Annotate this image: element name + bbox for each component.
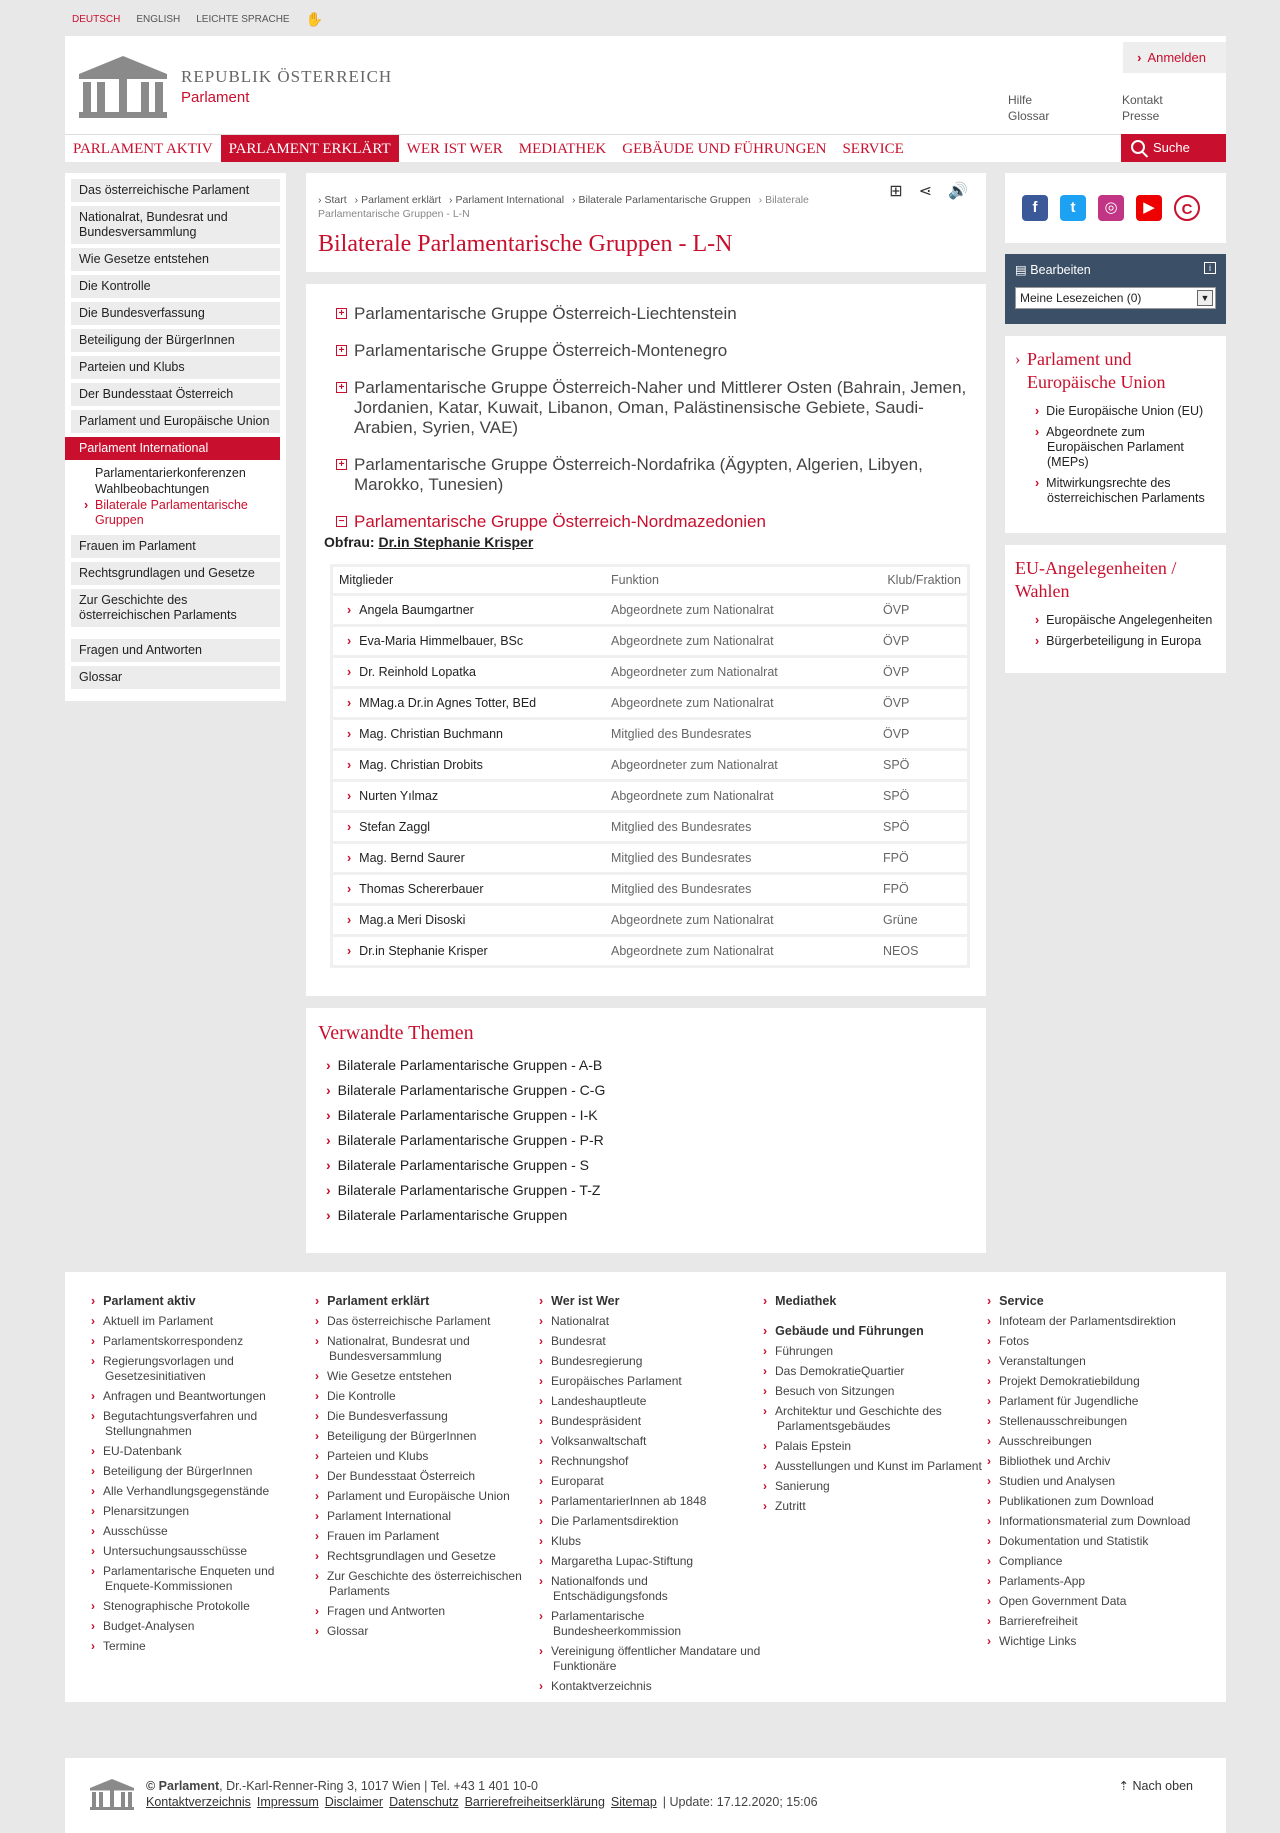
member-function: Abgeordneter zum Nationalrat <box>611 758 778 772</box>
member-club: ÖVP <box>883 603 910 617</box>
member-name[interactable]: › Angela Baumgartner <box>347 603 611 617</box>
footer-link[interactable]: › ParlamentarierInnen ab 1848 <box>539 1494 763 1509</box>
footer-link[interactable]: › Palais Epstein <box>763 1439 987 1454</box>
document-icon: ▤ <box>1015 263 1027 277</box>
member-name[interactable]: › Eva-Maria Himmelbauer, BSc <box>347 634 611 648</box>
footer-link[interactable]: › Die Parlamentsdirektion <box>539 1514 763 1529</box>
table-row[interactable] <box>333 717 967 748</box>
accordion-item[interactable]: + Parlamentarische Gruppe Österreich-Naher und Mittlerer Osten (Bahrain, Jemen, Jordanien, Katar, Kuwait, Libanon, Oman, Palästinensische Gebiete, Saudi-Arabien, Syrien, VAE) <box>336 378 972 438</box>
breadcrumb-item[interactable]: › Start <box>318 194 347 206</box>
footer-link[interactable]: › Wie Gesetze entstehen <box>315 1369 539 1384</box>
sidebar-item[interactable]: Nationalrat, Bundesrat und Bundesversammlung <box>71 206 280 244</box>
member-function: Mitglied des Bundesrates <box>611 820 752 834</box>
eu-link[interactable]: › Mitwirkungsrechte des österreichischen Parlaments <box>1035 476 1216 506</box>
site-footer <box>65 1272 1226 1702</box>
footer-heading[interactable]: › Mediathek <box>763 1294 987 1309</box>
footer-link[interactable]: › Parlamentarische Enqueten und Enquete-Kommissionen <box>91 1564 315 1594</box>
sidebar-item[interactable]: Beteiligung der BürgerInnen <box>71 329 280 352</box>
eu-link[interactable]: › Die Europäische Union (EU) <box>1035 404 1216 419</box>
eu-elections-link[interactable]: › Europäische Angelegenheiten <box>1035 613 1216 628</box>
member-name[interactable]: › Stefan Zaggl <box>347 820 611 834</box>
sidebar-subitem-current[interactable]: › Bilaterale Parlamentarische Gruppen <box>95 498 280 528</box>
press-link[interactable]: Presse <box>1122 109 1160 123</box>
accordion-item-open[interactable]: − Parlamentarische Gruppe Österreich-Nordmazedonien <box>336 512 972 532</box>
footer-link[interactable]: › Studien und Analysen <box>987 1474 1211 1489</box>
footer-link[interactable]: › Landeshauptleute <box>539 1394 763 1409</box>
expand-icon: + <box>336 382 347 393</box>
bottom-link[interactable]: Sitemap <box>610 1795 657 1809</box>
page-title: Bilaterale Parlamentarische Gruppen - L-N <box>318 231 733 257</box>
accordion-item[interactable]: + Parlamentarische Gruppe Österreich-Liechtenstein <box>336 304 972 324</box>
related-link[interactable]: › Bilaterale Parlamentarische Gruppen - S <box>326 1157 974 1174</box>
breadcrumb-item[interactable]: › Parlament International <box>449 194 564 206</box>
sidebar-item-active[interactable]: Parlament International <box>65 437 280 460</box>
parlament-logo[interactable] <box>79 54 392 118</box>
footer-link[interactable]: › Nationalfonds und Entschädigungsfonds <box>539 1574 763 1604</box>
footer-link[interactable]: › Glossar <box>315 1624 539 1639</box>
read-aloud-icon[interactable]: 🔊 <box>948 183 968 200</box>
table-row[interactable] <box>333 934 967 965</box>
address: , Dr.-Karl-Renner-Ring 3, 1017 Wien | Tel. +43 1 401 10-0 <box>219 1779 538 1793</box>
member-name[interactable]: › Mag.a Meri Disoski <box>347 913 611 927</box>
chair-name-link[interactable]: Dr.in Stephanie Krisper <box>378 534 534 550</box>
member-club: SPÖ <box>883 758 910 772</box>
footer-column <box>763 1294 987 1702</box>
table-row[interactable] <box>333 779 967 810</box>
sidebar-item[interactable]: Parlament und Europäische Union <box>71 410 280 433</box>
title-box <box>306 173 986 272</box>
footer-link[interactable]: › Informationsmaterial zum Download <box>987 1514 1211 1529</box>
member-club: ÖVP <box>883 727 910 741</box>
sidebar-item[interactable]: Das österreichische Parlament <box>71 179 280 202</box>
bottom-bar <box>65 1758 1226 1833</box>
bottom-link[interactable]: Impressum <box>256 1795 319 1809</box>
eu-elections-box <box>1005 545 1226 673</box>
related-topics <box>306 1008 986 1253</box>
footer-link[interactable]: › Parlamentarische Bundesheerkommission <box>539 1609 763 1639</box>
related-title: Verwandte Themen <box>318 1022 474 1044</box>
page-tools <box>889 181 968 201</box>
twitter-icon[interactable]: t <box>1060 195 1086 221</box>
expand-icon: + <box>336 308 347 319</box>
breadcrumb <box>318 193 848 221</box>
nav-parlament-erklaert[interactable]: PARLAMENT ERKLÄRT <box>221 135 399 162</box>
footer-link[interactable]: › Die Kontrolle <box>315 1389 539 1404</box>
member-club: FPÖ <box>883 882 909 896</box>
table-row[interactable] <box>333 903 967 934</box>
breadcrumb-item[interactable]: › Bilaterale Parlamentarische Gruppen <box>572 194 751 206</box>
member-function: Mitglied des Bundesrates <box>611 727 752 741</box>
footer-link[interactable]: › Das DemokratieQuartier <box>763 1364 987 1379</box>
breadcrumb-current: › Bilaterale Parlamentarische Gruppen - L-N <box>318 194 809 220</box>
update-info: | Update: 17.12.2020; 15:06 <box>662 1795 818 1809</box>
footer-link[interactable]: › Stellenausschreibungen <box>987 1414 1211 1429</box>
sidebar-item[interactable]: Glossar <box>71 666 280 689</box>
table-row[interactable] <box>333 841 967 872</box>
footer-link[interactable]: › Europäisches Parlament <box>539 1374 763 1389</box>
nav-mediathek[interactable]: MEDIATHEK <box>518 141 607 157</box>
footer-link[interactable]: › Rechtsgrundlagen und Gesetze <box>315 1549 539 1564</box>
facebook-icon[interactable]: f <box>1022 195 1048 221</box>
footer-link[interactable]: › Klubs <box>539 1534 763 1549</box>
member-function: Abgeordnete zum Nationalrat <box>611 913 774 927</box>
footer-link[interactable]: › Barrierefreiheit <box>987 1614 1211 1629</box>
youtube-icon[interactable]: ▶ <box>1136 195 1162 221</box>
sidebar-item[interactable]: Frauen im Parlament <box>71 535 280 558</box>
accordion-item[interactable]: + Parlamentarische Gruppe Österreich-Nordafrika (Ägypten, Algerien, Libyen, Marokko, Tunesien) <box>336 455 972 495</box>
sidebar-item[interactable]: Rechtsgrundlagen und Gesetze <box>71 562 280 585</box>
member-name[interactable]: › Dr. Reinhold Lopatka <box>347 665 611 679</box>
edit-box <box>1005 254 1226 324</box>
member-club: NEOS <box>883 944 919 958</box>
sidebar-subnav <box>71 464 280 535</box>
eu-box-title[interactable]: › Parlament und Europäische Union <box>1015 349 1166 392</box>
related-link[interactable]: › Bilaterale Parlamentarische Gruppen - I-K <box>326 1107 974 1124</box>
sidebar-item[interactable]: Wie Gesetze entstehen <box>71 248 280 271</box>
footer-link[interactable]: › Frauen im Parlament <box>315 1529 539 1544</box>
footer-link[interactable]: › Wichtige Links <box>987 1634 1211 1649</box>
footer-link[interactable]: › Begutachtungsverfahren und Stellungnahmen <box>91 1409 315 1439</box>
footer-link[interactable]: › Rechnungshof <box>539 1454 763 1469</box>
footer-link[interactable]: › Parlament und Europäische Union <box>315 1489 539 1504</box>
nav-wer-ist-wer[interactable]: WER IST WER <box>406 141 503 157</box>
nav-service[interactable]: SERVICE <box>842 141 904 157</box>
footer-column <box>91 1294 315 1702</box>
footer-link[interactable]: › EU-Datenbank <box>91 1444 315 1459</box>
footer-link[interactable]: › Ausschreibungen <box>987 1434 1211 1449</box>
footer-link[interactable]: › Aktuell im Parlament <box>91 1314 315 1329</box>
footer-link[interactable]: › Beteiligung der BürgerInnen <box>315 1429 539 1444</box>
bottom-link[interactable]: Datenschutz <box>389 1795 459 1809</box>
social-links <box>1005 173 1226 243</box>
contact-link[interactable]: Kontakt <box>1122 93 1163 107</box>
footer-link[interactable]: › Parlament für Jugendliche <box>987 1394 1211 1409</box>
login-button[interactable]: › Anmelden <box>1123 42 1226 73</box>
table-row[interactable] <box>333 872 967 903</box>
search-button[interactable]: Suche <box>1121 134 1226 162</box>
related-link[interactable]: › Bilaterale Parlamentarische Gruppen - T-Z <box>326 1182 974 1199</box>
logo-line2: Parlament <box>181 88 250 106</box>
footer-link[interactable]: › Regierungsvorlagen und Gesetzesinitiativen <box>91 1354 315 1384</box>
member-club: ÖVP <box>883 696 910 710</box>
edit-title: Bearbeiten <box>1030 263 1091 277</box>
member-club: Grüne <box>883 913 918 927</box>
footer-link[interactable]: › Zutritt <box>763 1499 987 1514</box>
related-link[interactable]: › Bilaterale Parlamentarische Gruppen <box>326 1207 974 1224</box>
lang-english[interactable]: ENGLISH <box>136 14 181 25</box>
copyright: © Parlament <box>146 1779 220 1793</box>
footer-link[interactable]: › Parlament International <box>315 1509 539 1524</box>
footer-link[interactable]: › Europarat <box>539 1474 763 1489</box>
chevron-down-icon: ▼ <box>1197 290 1213 306</box>
footer-link[interactable]: › Ausstellungen und Kunst im Parlament <box>763 1459 987 1474</box>
member-name[interactable]: › Dr.in Stephanie Krisper <box>347 944 611 958</box>
footer-link[interactable]: › Besuch von Sitzungen <box>763 1384 987 1399</box>
help-links <box>1008 92 1049 124</box>
sidebar-item[interactable]: Parteien und Klubs <box>71 356 280 379</box>
chair-line: Obfrau: Dr.in Stephanie Krisper <box>324 534 534 550</box>
footer-column <box>315 1294 539 1702</box>
collapse-icon: − <box>336 516 347 527</box>
bookmarks-select[interactable]: Meine Lesezeichen (0) ▼ <box>1015 287 1216 309</box>
sidebar-item[interactable]: Zur Geschichte des österreichischen Parlaments <box>71 589 280 627</box>
member-function: Mitglied des Bundesrates <box>611 851 752 865</box>
nav-gebaeude[interactable]: GEBÄUDE UND FÜHRUNGEN <box>622 141 827 157</box>
sidebar-item[interactable]: Fragen und Antworten <box>71 639 280 662</box>
footer-link[interactable]: › Die Bundesverfassung <box>315 1409 539 1424</box>
member-club: FPÖ <box>883 851 909 865</box>
member-name[interactable]: › Mag. Bernd Saurer <box>347 851 611 865</box>
lang-easy[interactable]: LEICHTE SPRACHE <box>196 14 290 25</box>
footer-link[interactable]: › Beteiligung der BürgerInnen <box>91 1464 315 1479</box>
footer-link[interactable]: › Bundesrat <box>539 1334 763 1349</box>
share-icon[interactable]: ⋖ <box>918 183 933 200</box>
instagram-icon[interactable]: ◎ <box>1098 195 1124 221</box>
member-function: Abgeordneter zum Nationalrat <box>611 665 778 679</box>
eu-box <box>1005 336 1226 533</box>
member-name[interactable]: › MMag.a Dr.in Agnes Totter, BEd <box>347 696 611 710</box>
footer-heading[interactable]: › Gebäude und Führungen <box>763 1324 987 1339</box>
footer-link[interactable]: › Veranstaltungen <box>987 1354 1211 1369</box>
footer-link[interactable]: › Sanierung <box>763 1479 987 1494</box>
footer-link[interactable]: › Plenarsitzungen <box>91 1504 315 1519</box>
member-name[interactable]: › Nurten Yılmaz <box>347 789 611 803</box>
footer-link[interactable]: › Budget-Analysen <box>91 1619 315 1634</box>
footer-link[interactable]: › Fragen und Antworten <box>315 1604 539 1619</box>
table-header: Mitglieder Funktion Klub/Fraktion <box>339 573 961 587</box>
sidebar-subitem[interactable]: Parlamentarierkonferenzen <box>95 466 246 480</box>
back-to-top[interactable]: ⇡ Nach oben <box>1118 1779 1193 1793</box>
expand-icon: + <box>336 345 347 356</box>
footer-link[interactable]: › Termine <box>91 1639 315 1654</box>
sidebar-item[interactable]: Der Bundesstaat Österreich <box>71 383 280 406</box>
eu-elections-title[interactable]: EU-Angelegenheiten / Wahlen <box>1015 558 1177 601</box>
footer-link[interactable]: › Volksanwaltschaft <box>539 1434 763 1449</box>
footer-link[interactable]: › Parlaments-App <box>987 1574 1211 1589</box>
footer-link[interactable]: › Untersuchungsausschüsse <box>91 1544 315 1559</box>
bottom-link[interactable]: Disclaimer <box>324 1795 384 1809</box>
footer-column <box>539 1294 763 1702</box>
member-name[interactable]: › Thomas Schererbauer <box>347 882 611 896</box>
table-row[interactable] <box>333 748 967 779</box>
breadcrumb-item[interactable]: › Parlament erklärt <box>355 194 441 206</box>
member-club: ÖVP <box>883 634 910 648</box>
footer-link[interactable]: › Parlamentskorrespondenz <box>91 1334 315 1349</box>
footer-heading[interactable]: › Wer ist Wer <box>539 1294 763 1309</box>
footer-link[interactable]: › Kontaktverzeichnis <box>539 1679 763 1694</box>
footer-gap <box>763 1314 987 1324</box>
footer-link[interactable]: › Der Bundesstaat Österreich <box>315 1469 539 1484</box>
members-table <box>330 564 970 968</box>
sidebar-subitem[interactable]: Wahlbeobachtungen <box>95 482 210 496</box>
footer-heading[interactable]: › Parlament aktiv <box>91 1294 315 1309</box>
footer-link[interactable]: › Infoteam der Parlamentsdirektion <box>987 1314 1211 1329</box>
eu-link[interactable]: › Abgeordnete zum Europäischen Parlament (MEPs) <box>1035 425 1216 470</box>
related-link[interactable]: › Bilaterale Parlamentarische Gruppen - A-B <box>326 1057 974 1074</box>
language-bar <box>72 11 324 28</box>
parliament-building-icon <box>79 54 167 118</box>
member-function: Mitglied des Bundesrates <box>611 882 752 896</box>
footer-link[interactable]: › Ausschüsse <box>91 1524 315 1539</box>
footer-link[interactable]: › Stenographische Protokolle <box>91 1599 315 1614</box>
footer-link[interactable]: › Vereinigung öffentlicher Mandatare und Funktionäre <box>539 1644 763 1674</box>
arrow-up-icon: ⇡ <box>1118 1779 1130 1793</box>
footer-link[interactable]: › Publikationen zum Download <box>987 1494 1211 1509</box>
footer-link[interactable]: › Anfragen und Beantwortungen <box>91 1389 315 1404</box>
footer-link[interactable]: › Bundesregierung <box>539 1354 763 1369</box>
main-navigation <box>65 134 1226 162</box>
member-club: ÖVP <box>883 665 910 679</box>
table-row[interactable] <box>333 686 967 717</box>
nav-parlament-aktiv[interactable]: PARLAMENT AKTIV <box>73 141 213 157</box>
footer-link[interactable]: › Das österreichische Parlament <box>315 1314 539 1329</box>
glossary-link[interactable]: Glossar <box>1008 109 1050 123</box>
sidebar-item[interactable]: Die Bundesverfassung <box>71 302 280 325</box>
related-link[interactable]: › Bilaterale Parlamentarische Gruppen - P-R <box>326 1132 974 1149</box>
table-row[interactable] <box>333 593 967 624</box>
footer-link[interactable]: › Projekt Demokratiebildung <box>987 1374 1211 1389</box>
site-header <box>65 36 1226 162</box>
parliament-logo-small[interactable] <box>90 1778 134 1833</box>
footer-link[interactable]: › Zur Geschichte des österreichischen Parlaments <box>315 1569 539 1599</box>
bottom-link[interactable]: Kontaktverzeichnis <box>146 1795 251 1809</box>
member-function: Abgeordnete zum Nationalrat <box>611 789 774 803</box>
member-club: SPÖ <box>883 820 910 834</box>
footer-link[interactable]: › Nationalrat, Bundesrat und Bundesversammlung <box>315 1334 539 1364</box>
member-club: SPÖ <box>883 789 910 803</box>
search-icon <box>1131 140 1145 154</box>
eu-elections-link[interactable]: › Bürgerbeteiligung in Europa <box>1035 634 1216 649</box>
table-row[interactable] <box>333 810 967 841</box>
footer-link[interactable]: › Dokumentation und Statistik <box>987 1534 1211 1549</box>
table-row[interactable] <box>333 655 967 686</box>
footer-link[interactable]: › Margaretha Lupac-Stiftung <box>539 1554 763 1569</box>
footer-link[interactable]: › Bundespräsident <box>539 1414 763 1429</box>
logo-line1: REPUBLIK ÖSTERREICH <box>181 66 393 86</box>
footer-link[interactable]: › Open Government Data <box>987 1594 1211 1609</box>
footer-link[interactable]: › Bibliothek und Archiv <box>987 1454 1211 1469</box>
footer-link[interactable]: › Führungen <box>763 1344 987 1359</box>
sidebar-nav <box>65 173 286 701</box>
footer-link[interactable]: › Architektur und Geschichte des Parlamentsgebäudes <box>763 1404 987 1434</box>
footer-link[interactable]: › Nationalrat <box>539 1314 763 1329</box>
footer-column <box>987 1294 1211 1702</box>
help-link[interactable]: Hilfe <box>1008 93 1033 107</box>
footer-link[interactable]: › Fotos <box>987 1334 1211 1349</box>
bottom-link[interactable]: Barrierefreiheitserklärung <box>464 1795 605 1809</box>
bookmark-add-icon[interactable]: ⊞ <box>889 183 903 200</box>
expand-icon: + <box>336 459 347 470</box>
member-function: Abgeordnete zum Nationalrat <box>611 603 774 617</box>
related-link[interactable]: › Bilaterale Parlamentarische Gruppen - C-G <box>326 1082 974 1099</box>
member-name[interactable]: › Mag. Christian Buchmann <box>347 727 611 741</box>
member-function: Abgeordnete zum Nationalrat <box>611 634 774 648</box>
member-function: Abgeordnete zum Nationalrat <box>611 944 774 958</box>
table-row[interactable] <box>333 624 967 655</box>
info-icon[interactable]: i <box>1204 262 1216 274</box>
footer-link[interactable]: › Parteien und Klubs <box>315 1449 539 1464</box>
footer-heading[interactable]: › Parlament erklärt <box>315 1294 539 1309</box>
footer-link[interactable]: › Alle Verhandlungsgegenstände <box>91 1484 315 1499</box>
reporter-icon[interactable]: C <box>1174 195 1200 221</box>
footer-link[interactable]: › Compliance <box>987 1554 1211 1569</box>
main-content <box>306 284 986 996</box>
member-name[interactable]: › Mag. Christian Drobits <box>347 758 611 772</box>
member-function: Abgeordnete zum Nationalrat <box>611 696 774 710</box>
sidebar-item[interactable]: Die Kontrolle <box>71 275 280 298</box>
footer-heading[interactable]: › Service <box>987 1294 1211 1309</box>
lang-german[interactable]: DEUTSCH <box>72 14 121 25</box>
accordion-item[interactable]: + Parlamentarische Gruppe Österreich-Montenegro <box>336 341 972 361</box>
sign-language-icon[interactable]: ✋ <box>305 11 324 27</box>
contact-links <box>1122 92 1163 124</box>
